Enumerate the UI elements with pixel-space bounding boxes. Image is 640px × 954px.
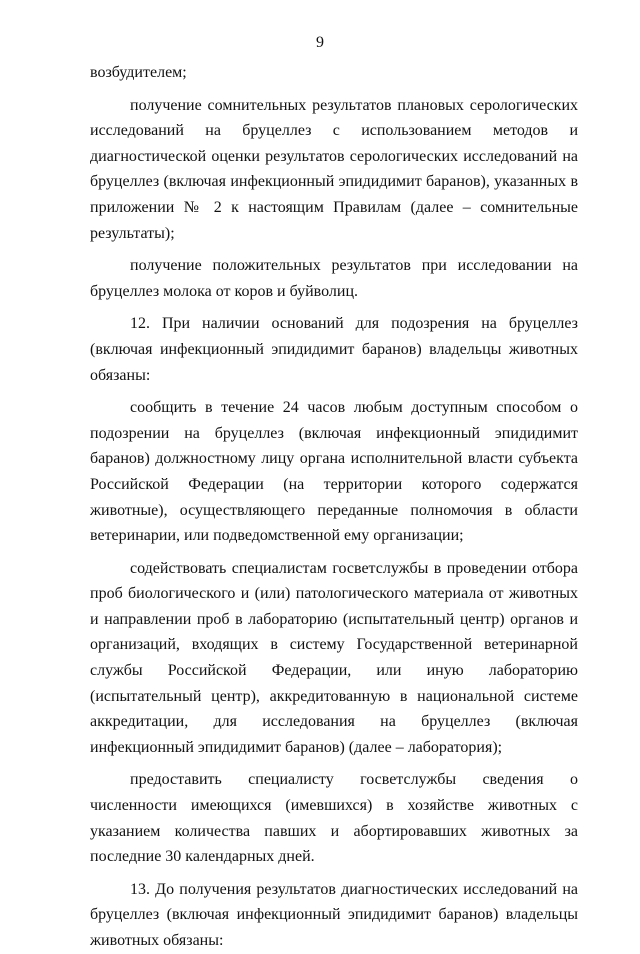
paragraph-7: предоставить специалисту госветслужбы сведения о численности имеющихся (имевшихся) в хозяйстве животных с указанием количества павших и абортировавших животных за последние 30 календарных дней. [90,771,578,866]
document-body [90,60,578,954]
paragraph-2: получение сомнительных результатов плановых серологических исследований на бруцеллез с использованием методов и диагностической оценки результатов серологических исследований на бруцеллез (включая инфекционный эпидидимит баранов), указанных в приложении № 2 к настоящим Правилам (далее – сомнительные результаты); [90,96,578,242]
paragraph-1: возбудителем; [90,64,187,81]
paragraph-3: получение положительных результатов при исследовании на бруцеллез молока от коров и буйволиц. [90,257,578,300]
page-number: 9 [316,34,324,51]
paragraph-5: сообщить в течение 24 часов любым доступным способом о подозрении на бруцеллез (включая инфекционный эпидидимит баранов) должностному лицу органа исполнительной власти субъекта Российской Федерации (на территории которого содержатся животные), осуществляющего переданные полномочия в области ветеринарии, или подведомственной ему организации; [90,399,578,545]
paragraph-6: содействовать специалистам госветслужбы в проведении отбора проб биологического и (или) патологического материала от животных и направлении проб в лабораторию (испытательный центр) органов и организаций, входящих в систему Государственной ветеринарной службы Российской Федерации, или иную лабораторию (испытательный центр), аккредитованную в национальной системе аккредитации, для исследования на бруцеллез (включая инфекционный эпидидимит баранов) (далее – лаборатория); [90,559,578,756]
paragraph-4: 12. При наличии оснований для подозрения на бруцеллез (включая инфекционный эпидидимит баранов) владельцы животных обязаны: [90,315,578,384]
paragraph-8: 13. До получения результатов диагностических исследований на бруцеллез (включая инфекционный эпидидимит баранов) владельцы животных обязаны: [90,880,578,949]
